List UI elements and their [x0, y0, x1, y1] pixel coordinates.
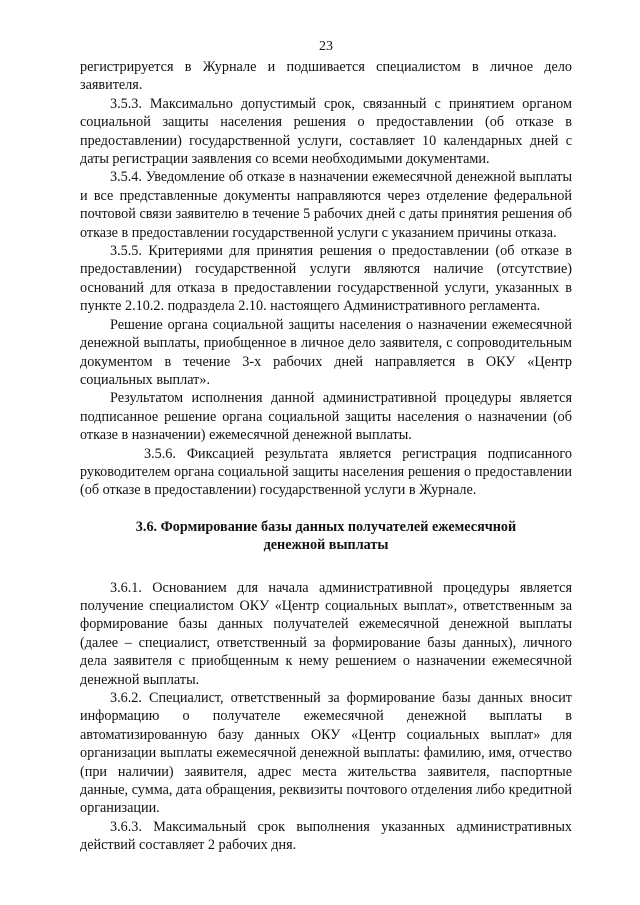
- paragraph-3-5-4: 3.5.4. Уведомление об отказе в назначении ежемесячной денежной выплаты и все представленные документы направляются через отделение федеральной почтовой связи заявителю в течение 5 рабочих дней с даты принятия решения об отказе в предоставлении государственной услуги с указанием причины отказа.: [80, 169, 572, 241]
- paragraph-3-5-5: 3.5.5. Критериями для принятия решения о предоставлении (об отказе в предоставлении) государственной услуги являются наличие (отсутствие) оснований для отказа в предоставлении государственной услуги, указанных в пункте 2.10.2. подраздела 2.10. настоящего Административного регламента.: [80, 243, 572, 315]
- page-number: 23: [319, 39, 333, 54]
- paragraph-decision: Решение органа социальной защиты населения о назначении ежемесячной денежной выплаты, приобщенное в личное дело заявителя, с сопроводительным документом в течение 3-х рабочих дней направляется в ОКУ «Центр социальных выплат».: [80, 316, 572, 388]
- section-heading-3-6: [80, 518, 572, 555]
- paragraph-3-5-3: 3.5.3. Максимально допустимый срок, связанный с принятием органом социальной защиты населения решения о предоставлении (об отказе в предоставлении) государственной услуги, составляет 10 календарных дней с даты регистрации заявления со всеми необходимыми документами.: [80, 95, 572, 168]
- paragraph-3-6-2: 3.6.2. Специалист, ответственный за формирование базы данных вносит информацию о получателе ежемесячной денежной выплаты в автоматизированную базу данных ОКУ «Центр социальных выплат» для организации выплаты ежемесячной денежной выплаты: фамилию, имя, отчество (при наличии) заявителя, адрес места жительства заявителя, паспортные данные, сумма, дата обращения, реквизиты почтового отделения либо кредитной организации.: [80, 690, 572, 817]
- paragraph-3-6-3: 3.6.3. Максимальный срок выполнения указанных административных действий составляет 2 рабочих дня.: [80, 818, 572, 854]
- paragraph-3-6-1: 3.6.1. Основанием для начала административной процедуры является получение специалистом ОКУ «Центр социальных выплат», ответственным за формирование базы данных получателей ежемесячной денежной выплаты (далее – специалист, ответственный за формирование базы данных), личного дела заявителя с приобщенным к нему решением о назначении ежемесячной денежной выплаты.: [80, 579, 572, 688]
- paragraph-result: Результатом исполнения данной административной процедуры является подписанное решение органа социальной защиты населения о назначении (об отказе в назначении) ежемесячной денежной выплаты.: [80, 390, 572, 444]
- section-heading-line-1: 3.6. Формирование базы данных получателей ежемесячной: [135, 518, 517, 535]
- section-heading-line-2: денежной выплаты: [263, 537, 389, 554]
- paragraph-continuation: регистрируется в Журнале и подшивается специалистом в личное дело заявителя.: [80, 59, 572, 94]
- paragraph-3-5-6: 3.5.6. Фиксацией результата является регистрация подписанного руководителем органа социальной защиты населения решения о предоставлении (об отказе в предоставлении) государственной услуги в Журнале.: [80, 445, 572, 499]
